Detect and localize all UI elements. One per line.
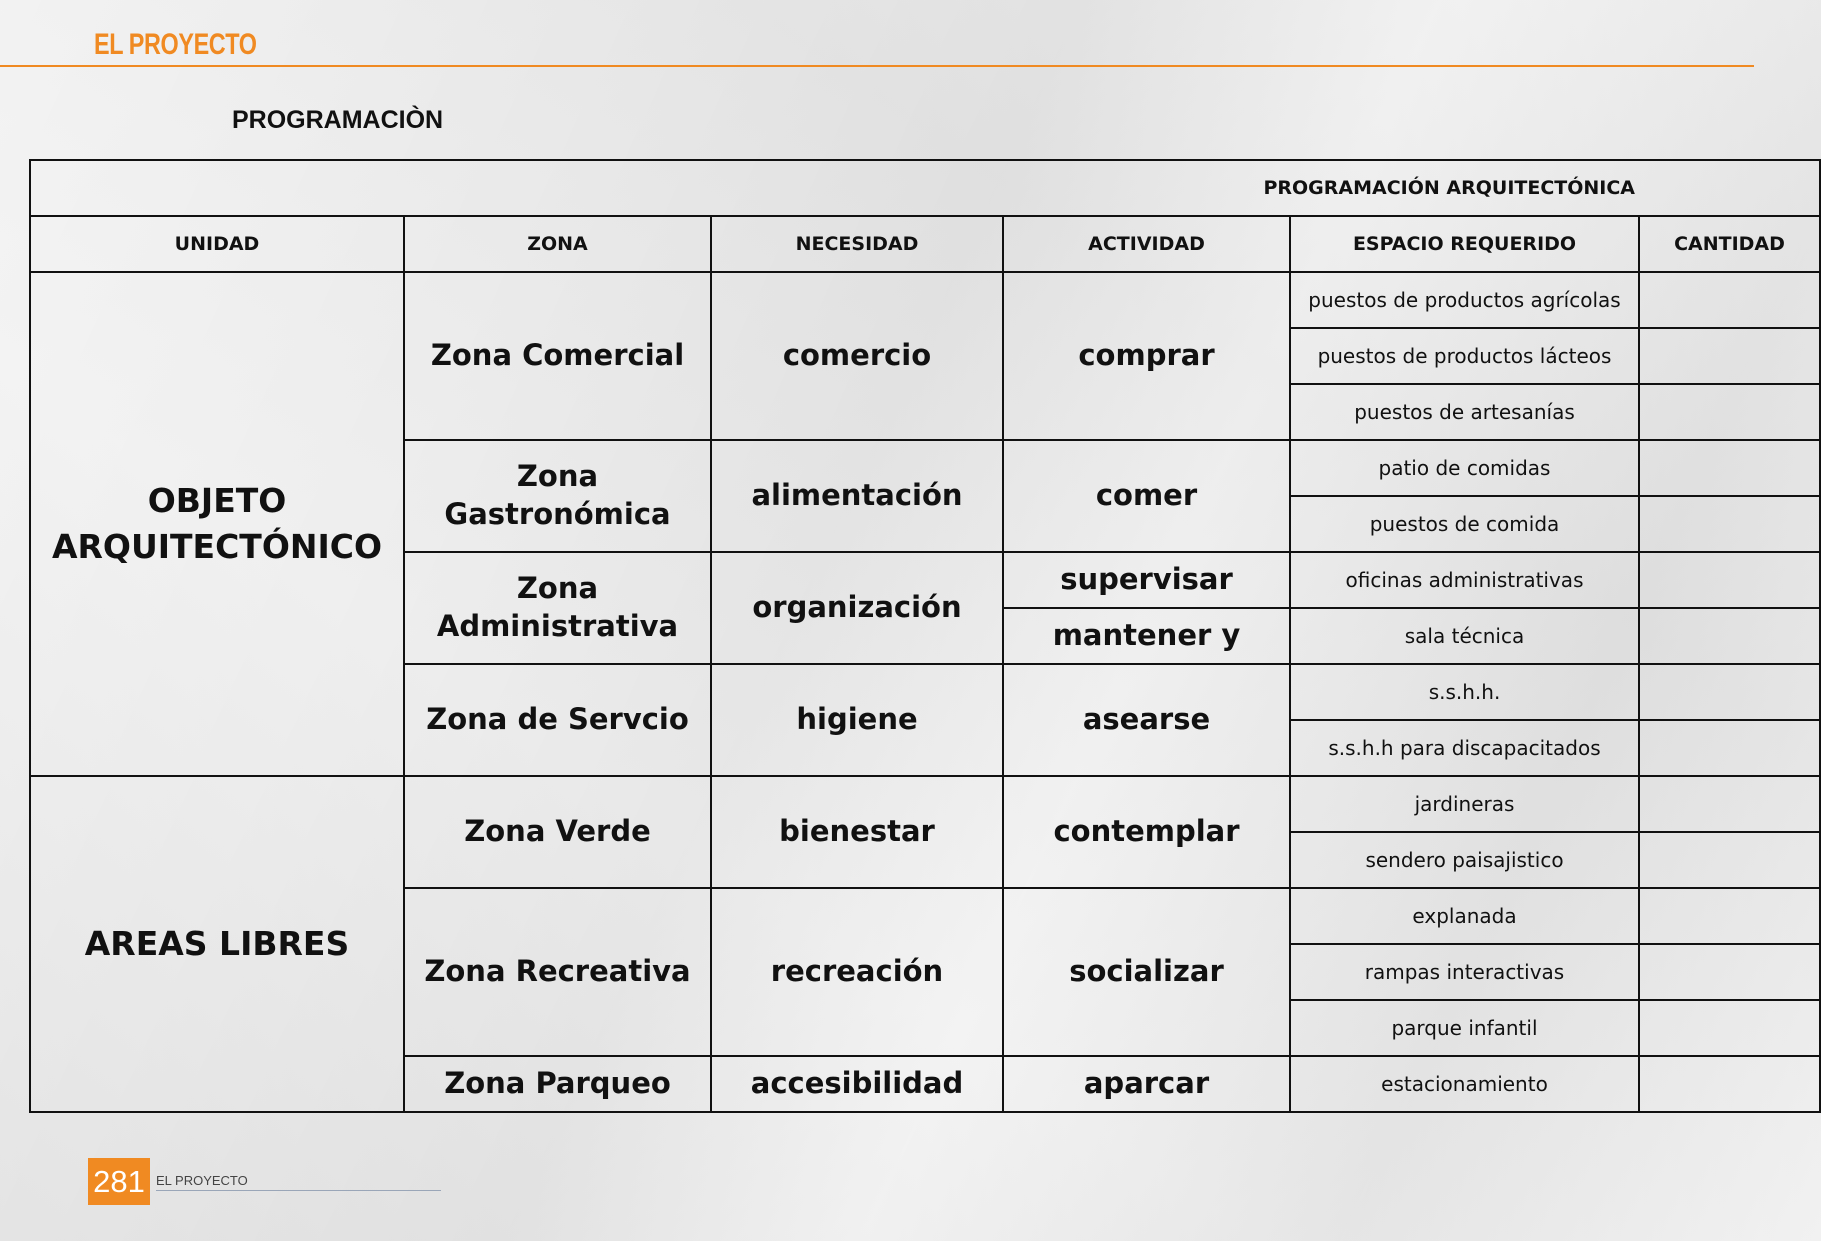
- quantity-cell: [1639, 888, 1820, 944]
- activity-comprar: comprar: [1003, 272, 1290, 440]
- space-cell: rampas interactivas: [1290, 944, 1639, 1000]
- space-cell: puestos de artesanías: [1290, 384, 1639, 440]
- column-header-actividad: ACTIVIDAD: [1003, 216, 1290, 272]
- space-cell: parque infantil: [1290, 1000, 1639, 1056]
- quantity-cell: [1639, 1000, 1820, 1056]
- space-cell: puestos de productos agrícolas: [1290, 272, 1639, 328]
- quantity-cell: [1639, 496, 1820, 552]
- need-recreacion: recreación: [711, 888, 1003, 1056]
- quantity-cell: [1639, 720, 1820, 776]
- unit-objeto-arquitectonico: OBJETO ARQUITECTÓNICO: [30, 272, 404, 776]
- space-cell: oficinas administrativas: [1290, 552, 1639, 608]
- space-cell: patio de comidas: [1290, 440, 1639, 496]
- header-divider: [0, 65, 1754, 67]
- need-comercio: comercio: [711, 272, 1003, 440]
- section-title: PROGRAMACIÒN: [232, 106, 444, 134]
- unit-areas-libres: AREAS LIBRES: [30, 776, 404, 1112]
- zone-verde: Zona Verde: [404, 776, 711, 888]
- column-header-necesidad: NECESIDAD: [711, 216, 1003, 272]
- footer-label: EL PROYECTO: [156, 1173, 248, 1188]
- quantity-cell: [1639, 664, 1820, 720]
- quantity-cell: [1639, 440, 1820, 496]
- zone-comercial: Zona Comercial: [404, 272, 711, 440]
- need-organizacion: organización: [711, 552, 1003, 664]
- header-title: EL PROYECTO: [94, 28, 257, 61]
- activity-supervisar: supervisar: [1003, 552, 1290, 608]
- space-cell: s.s.h.h para discapacitados: [1290, 720, 1639, 776]
- quantity-cell: [1639, 1056, 1820, 1112]
- zone-gastronomica: Zona Gastronómica: [404, 440, 711, 552]
- space-cell: explanada: [1290, 888, 1639, 944]
- space-cell: s.s.h.h.: [1290, 664, 1639, 720]
- activity-aparcar: aparcar: [1003, 1056, 1290, 1112]
- column-header-unidad: UNIDAD: [30, 216, 404, 272]
- zone-parqueo: Zona Parqueo: [404, 1056, 711, 1112]
- quantity-cell: [1639, 944, 1820, 1000]
- need-accesibilidad: accesibilidad: [711, 1056, 1003, 1112]
- table-caption-cell: [30, 160, 1820, 216]
- column-header-zona: ZONA: [404, 216, 711, 272]
- table-caption: PROGRAMACIÓN ARQUITECTÓNICA: [1263, 177, 1635, 199]
- need-higiene: higiene: [711, 664, 1003, 776]
- quantity-cell: [1639, 328, 1820, 384]
- activity-contemplar: contemplar: [1003, 776, 1290, 888]
- quantity-cell: [1639, 608, 1820, 664]
- quantity-cell: [1639, 552, 1820, 608]
- space-cell: jardineras: [1290, 776, 1639, 832]
- space-cell: estacionamiento: [1290, 1056, 1639, 1112]
- quantity-cell: [1639, 384, 1820, 440]
- quantity-cell: [1639, 272, 1820, 328]
- activity-comer: comer: [1003, 440, 1290, 552]
- zone-recreativa: Zona Recreativa: [404, 888, 711, 1056]
- activity-mantener: mantener y: [1003, 608, 1290, 664]
- programming-table: [29, 159, 1821, 1113]
- zone-servicio: Zona de Servcio: [404, 664, 711, 776]
- activity-socializar: socializar: [1003, 888, 1290, 1056]
- quantity-cell: [1639, 832, 1820, 888]
- quantity-cell: [1639, 776, 1820, 832]
- need-alimentacion: alimentación: [711, 440, 1003, 552]
- zone-administrativa: Zona Administrativa: [404, 552, 711, 664]
- column-header-cantidad: CANTIDAD: [1639, 216, 1820, 272]
- need-bienestar: bienestar: [711, 776, 1003, 888]
- space-cell: puestos de comida: [1290, 496, 1639, 552]
- programming-table-container: [29, 159, 1785, 1117]
- space-cell: sala técnica: [1290, 608, 1639, 664]
- footer-divider: [156, 1190, 441, 1191]
- activity-asearse: asearse: [1003, 664, 1290, 776]
- space-cell: sendero paisajistico: [1290, 832, 1639, 888]
- column-header-espacio: ESPACIO REQUERIDO: [1290, 216, 1639, 272]
- space-cell: puestos de productos lácteos: [1290, 328, 1639, 384]
- page-number: 281: [88, 1158, 150, 1205]
